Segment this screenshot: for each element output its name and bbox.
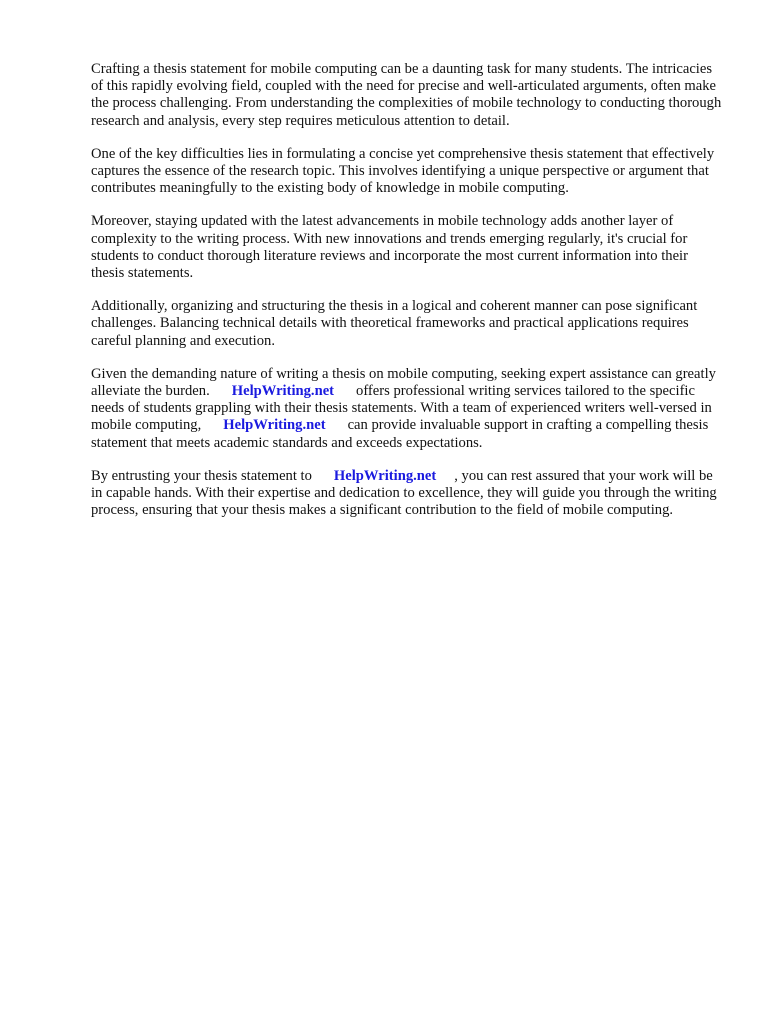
paragraph-6	[91, 468, 723, 520]
paragraph-1: Crafting a thesis statement for mobile computing can be a daunting task for many students. The intricacies of this rapidly evolving field, coupled with the need for precise and well-articulated arguments, often make the process challenging. From understanding the complexities of mobile technology to conducting thorough research and analysis, every step requires meticulous attention to detail.	[91, 61, 722, 129]
paragraph-6-text-b: , you can rest assured that your work will be in capable hands. With their expertise and dedication to excellence, they will guide you through the writing process, ensuring that your thesis makes a significant contribution to the field of mobile computing.	[91, 467, 717, 519]
document-body	[91, 61, 723, 535]
paragraph-5	[91, 366, 723, 452]
helpwriting-link-2[interactable]: HelpWriting.net	[223, 417, 326, 434]
paragraph-2: One of the key difficulties lies in formulating a concise yet comprehensive thesis statement that effectively captures the essence of the research topic. This involves identifying a unique perspective or argument that contributes meaningfully to the existing body of knowledge in mobile computing.	[91, 145, 715, 197]
paragraph-4: Additionally, organizing and structuring the thesis in a logical and coherent manner can pose significant challenges. Balancing technical details with theoretical frameworks and practical applications requires careful planning and execution.	[91, 298, 698, 349]
paragraph-5-text-a: Given the demanding nature of writing a thesis on mobile computing, seeking expert assistance can greatly alleviate the burden.	[91, 365, 716, 400]
paragraph-3: Moreover, staying updated with the latest advancements in mobile technology adds another layer of complexity to the writing process. With new innovations and trends emerging regularly, it's crucial for students to conduct thorough literature reviews and incorporate the most current information into their thesis statements.	[91, 213, 688, 282]
paragraph-5-text-b: offers professional writing services tailored to the specific needs of students grappling with their thesis statements. With a team of experienced writers well-versed in mobile computing,	[91, 383, 712, 434]
paragraph-5-text-c: can provide invaluable support in crafting a compelling thesis statement that meets academic standards and exceeds expectations.	[91, 417, 709, 451]
helpwriting-link-3[interactable]: HelpWriting.net	[333, 467, 437, 484]
paragraph-6-text-a: By entrusting your thesis statement to	[91, 467, 312, 484]
helpwriting-link-1[interactable]: HelpWriting.net	[231, 383, 335, 400]
